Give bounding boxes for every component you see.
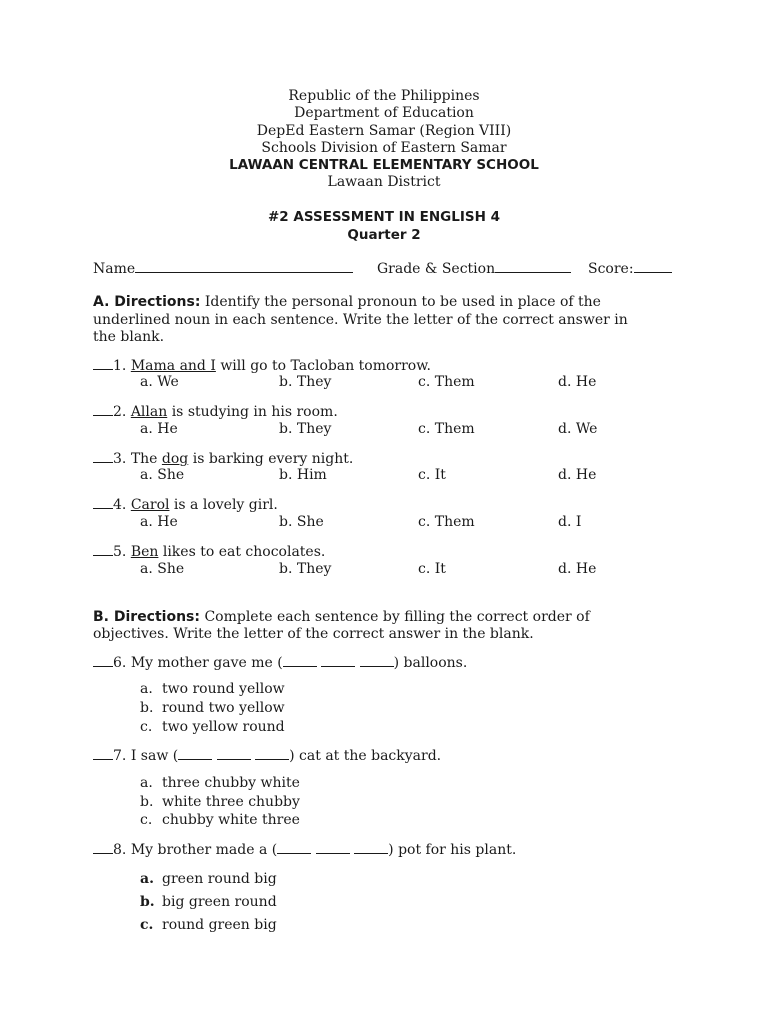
option-a: a. three chubby white (140, 775, 300, 791)
answer-blank[interactable] (93, 542, 113, 556)
choice-a: a. She (140, 467, 185, 483)
section-a-label: A. Directions: (93, 294, 201, 310)
header-department: Department of Education (294, 105, 474, 121)
choice-d: d. I (558, 514, 582, 530)
underlined-noun: Carol (130, 497, 170, 513)
question-8: 8. My brother made a ( ) pot for his plant. (93, 840, 516, 859)
underlined-noun: dog (161, 451, 189, 467)
option-b: b. big green round (140, 894, 277, 910)
choice-a: a. He (140, 421, 178, 437)
underlined-noun: Allan (130, 404, 168, 420)
choice-c: c. It (418, 467, 446, 483)
choice-c: c. Them (418, 421, 475, 437)
name-label: Name (93, 261, 136, 277)
option-b: b. white three chubby (140, 794, 300, 810)
option-a: a. two round yellow (140, 681, 285, 697)
score-label: Score: (588, 261, 634, 277)
assessment-title: #2 ASSESSMENT IN ENGLISH 4 (268, 209, 500, 225)
choice-b: b. They (279, 561, 332, 577)
question-1: 1. Mama and I will go to Tacloban tomorrow. (93, 356, 431, 375)
question-5: 5. Ben likes to eat chocolates. (93, 542, 325, 561)
option-c: c. chubby white three (140, 812, 300, 828)
section-a-directions-line3: the blank. (93, 329, 165, 345)
header-region: DepEd Eastern Samar (Region VIII) (256, 123, 512, 139)
underlined-noun: Ben (130, 544, 159, 560)
choice-c: c. Them (418, 374, 475, 390)
choice-a: a. We (140, 374, 179, 390)
choice-d: d. He (558, 561, 597, 577)
question-2: 2. Allan is studying in his room. (93, 402, 338, 421)
choice-b: b. They (279, 421, 332, 437)
choice-b: b. She (279, 514, 324, 530)
choice-c: c. It (418, 561, 446, 577)
district-name: Lawaan District (327, 174, 441, 190)
school-name: LAWAAN CENTRAL ELEMENTARY SCHOOL (229, 157, 539, 173)
section-b-directions-line2: objectives. Write the letter of the correct answer in the blank. (93, 626, 534, 642)
choice-d: d. He (558, 467, 597, 483)
answer-blank[interactable] (93, 356, 113, 370)
name-blank[interactable] (135, 259, 353, 273)
quarter-label: Quarter 2 (347, 227, 421, 243)
grade-section-field[interactable] (377, 259, 571, 278)
section-b-directions-line1: B. Directions: Complete each sentence by filling the correct order of (93, 609, 590, 625)
answer-blank[interactable] (93, 653, 113, 667)
section-a-directions-line1: A. Directions: Identify the personal pronoun to be used in place of the (93, 294, 601, 310)
question-7: 7. I saw ( ) cat at the backyard. (93, 746, 441, 765)
score-field[interactable] (588, 259, 672, 278)
grade-section-label: Grade & Section (377, 261, 496, 277)
question-3: 3. The dog is barking every night. (93, 449, 353, 468)
name-field[interactable] (93, 259, 353, 278)
answer-blank[interactable] (93, 746, 113, 760)
section-a-directions-line2: underlined noun in each sentence. Write the letter of the correct answer in (93, 312, 628, 328)
section-b-label: B. Directions: (93, 609, 200, 625)
choice-a: a. She (140, 561, 185, 577)
question-4: 4. Carol is a lovely girl. (93, 495, 278, 514)
option-c: c. round green big (140, 917, 277, 933)
choice-b: b. Him (279, 467, 327, 483)
choice-d: d. We (558, 421, 598, 437)
choice-d: d. He (558, 374, 597, 390)
answer-blank[interactable] (93, 840, 113, 854)
question-6: 6. My mother gave me ( ) balloons. (93, 653, 467, 672)
score-blank[interactable] (634, 259, 672, 273)
header-republic: Republic of the Philippines (288, 88, 480, 104)
option-b: b. round two yellow (140, 700, 285, 716)
answer-blank[interactable] (93, 495, 113, 509)
option-c: c. two yellow round (140, 719, 285, 735)
answer-blank[interactable] (93, 402, 113, 416)
answer-blank[interactable] (93, 449, 113, 463)
header-division: Schools Division of Eastern Samar (261, 140, 507, 156)
underlined-noun: Mama and I (130, 358, 216, 374)
option-a: a. green round big (140, 871, 277, 887)
choice-a: a. He (140, 514, 178, 530)
choice-b: b. They (279, 374, 332, 390)
grade-section-blank[interactable] (495, 259, 571, 273)
choice-c: c. Them (418, 514, 475, 530)
